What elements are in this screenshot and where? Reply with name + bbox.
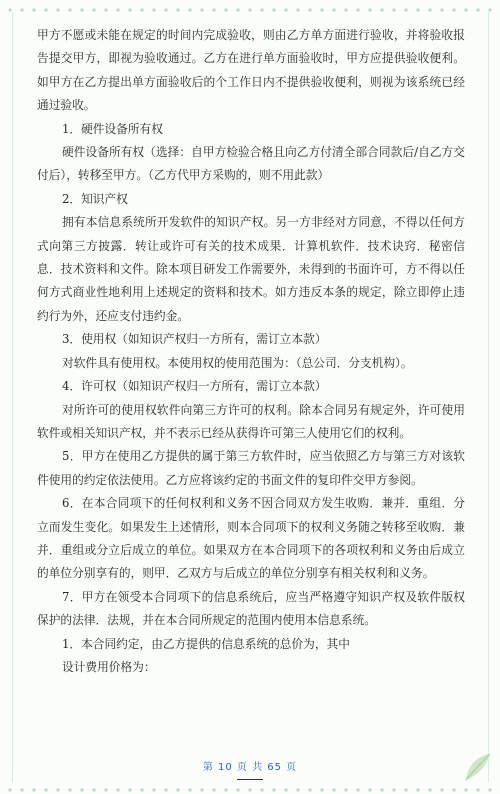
leaf-icon <box>460 750 494 784</box>
paragraph: 甲方不愿或未能在规定的时间内完成验收，则由乙方单方面进行验收，并将验收报告提交甲方，即视为验收通过。乙方在进行单方面验收时，甲方应提供验收便利。如甲方在乙方提出单方面验收后的个工作日内不提供验收便利，则视为该系统已经通过验收。 <box>37 28 465 113</box>
paragraph: 7．甲方在领受本合同项下的信息系统后，应当严格遵守知识产权及软件版权保护的法律．法规，并在本合同所规定的范围内使用本信息系统。 <box>37 589 465 628</box>
paragraph: 拥有本信息系统所开发软件的知识产权。另一方非经对方同意，不得以任何方式向第三方披露．转让或许可有关的技术成果．计算机软件．技术诀窍．秘密信息．技术资料和文件。除本项目研发工作需要外，未得到的书面许可，方不得以任何方式商业性地利用上述规定的资料和技术。如方违反本条的规定，除立即停止违约行为外，还应支付违约金。 <box>37 215 465 323</box>
page-border-bottom <box>0 780 500 794</box>
paragraph: 设计费用价格为： <box>62 659 156 674</box>
paragraph: 硬件设备所有权（选择：自甲方检验合格且向乙方付清全部合同款后/自乙方交付后），转移至甲方。（乙方代甲方采购的，则不用此款） <box>37 145 465 183</box>
page-number: 第 10 页 共 65 页 <box>202 762 298 773</box>
paragraph: 1．硬件设备所有权 <box>62 121 163 136</box>
paragraph: 1．本合同约定，由乙方提供的信息系统的总价为，其中 <box>62 636 350 651</box>
paragraph: 2．知识产权 <box>62 191 128 206</box>
document-body <box>37 24 465 679</box>
footer-divider <box>237 779 263 780</box>
paragraph: 对软件具有使用权。本使用权的使用范围为：（总公司．分支机构）。 <box>62 355 413 370</box>
paragraph: 6．在本合同项下的任何权利和义务不因合同双方发生收购．兼并．重组．分立而发生变化。如果发生上述情形，则本合同项下的权利义务随之转移至收购．兼并．重组或分立后成立的单位。如果双方在本合同项下的各项权利和义务由后成立的单位分别享有的，则甲．乙双方与后成立的单位分别享有相关权利和义务。 <box>37 496 465 581</box>
page-border-right <box>484 12 492 782</box>
page-footer <box>0 758 500 780</box>
paragraph: 5．甲方在使用乙方提供的属于第三方软件时，应当依照乙方与第三方对该软件使用的约定依法使用。乙方应将该约定的书面文件的复印件交甲方参阅。 <box>37 449 465 487</box>
paragraph: 3．使用权（如知识产权归一方所有，需订立本款） <box>62 332 327 347</box>
page-border-top <box>0 0 500 14</box>
paragraph: 对所许可的使用权软件向第三方许可的权利。除本合同另有规定外，许可使用软件或相关知识产权，并不表示已经从获得许可第三人使用它们的权利。 <box>37 402 465 440</box>
paragraph: 4．许可权（如知识产权归一方所有，需订立本款） <box>62 379 327 394</box>
page-border-left <box>8 12 16 782</box>
